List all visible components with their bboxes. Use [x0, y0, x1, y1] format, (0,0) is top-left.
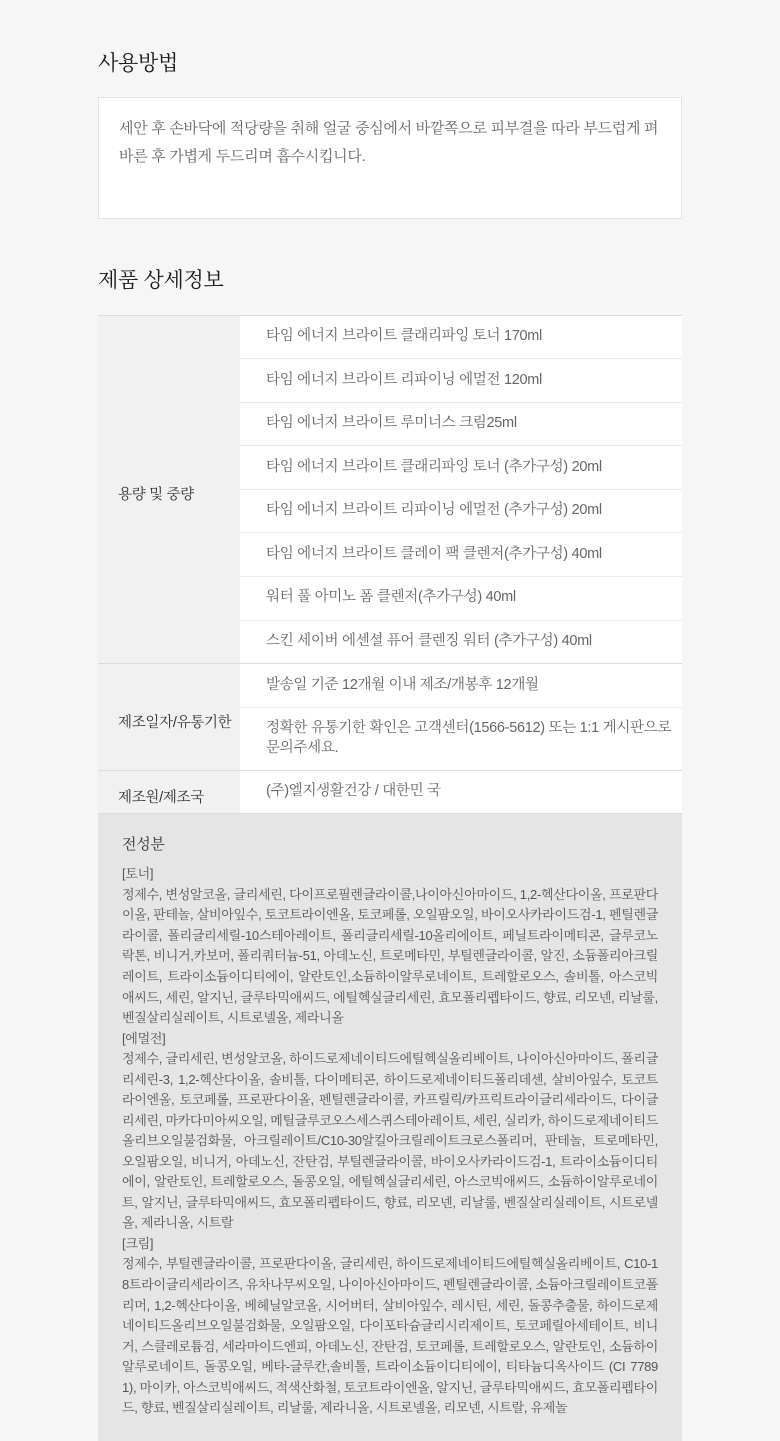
spec-label-volume: 용량 및 중량	[98, 315, 240, 664]
table-row	[98, 664, 682, 708]
usage-section-title: 사용방법	[98, 52, 178, 75]
product-spec-table	[98, 315, 682, 815]
ingredients-box	[98, 814, 682, 1440]
table-row	[98, 770, 682, 814]
spec-value: 정확한 유통기한 확인은 고객센터(1566-5612) 또는 1:1 게시판으로 문의주세요.	[240, 707, 682, 770]
ingredients-section-name: [토너]	[122, 866, 154, 882]
usage-instruction-box	[98, 97, 682, 219]
product-detail-content	[98, 0, 682, 1441]
spec-value: 스킨 세이버 에센셜 퓨어 클렌징 워터 (추가구성) 40ml	[240, 620, 682, 664]
ingredients-section-cream	[122, 1234, 658, 1419]
ingredients-section-toner	[122, 864, 658, 1028]
ingredients-section-emulsion	[122, 1029, 658, 1234]
spec-value: 타임 에너지 브라이트 리파이닝 에멀전 (추가구성) 20ml	[240, 489, 682, 533]
ingredients-section-text: 정제수, 글리세린, 변성알코올, 하이드로제네이티드에틸헥실올리베이트, 나이아신아마이드, 폴리글리세린-3, 1,2-헥산다이올, 솔비톨, 다이메티콘, 하이드로제네이티드폴리데센, 살비아잎수, 토코트라이엔올, 토코페롤, 프로판다이올, 펜틸렌글라이콜, 카프릴릭/카프릭트라이글리세라이드, 다이글리세린, 마카다미아씨오일, 메틸글루코오스세스퀴스테아레이트, 세린, 실리카, 하이드로제네이티드올리브오일불검화물, 아크릴레이트/C10-30알킬아크릴레이트크로스폴리머, 판테놀, 트로메타민, 오일팜오일, 비니거, 아데노신, 잔탄검, 부틸렌글라이콜, 바이오사카라이드검-1, 트라이소듐이디티에이, 알란토인, 트레할로오스, 돌콩오일, 에틸헥실글리세린, 아스코빅애씨드, 소듐하이알루로네이트, 알지닌, 글루타믹애씨드, 효모폴리펩타이드, 향료, 리모넨, 리날룰, 벤질살리실레이트, 시트로넬올, 제라니올, 시트랄	[122, 1051, 658, 1231]
ingredients-section-name: [크림]	[122, 1235, 154, 1251]
spec-value: 워터 풀 아미노 폼 클렌저(추가구성) 40ml	[240, 576, 682, 620]
detail-section-title: 제품 상세정보	[98, 269, 224, 293]
table-row	[98, 315, 682, 359]
ingredients-section-text: 정제수, 부틸렌글라이콜, 프로판다이올, 글리세린, 하이드로제네이티드에틸헥실올리베이트, C10-18트라이글리세라이즈, 유차나무씨오일, 나이아신아마이드, 펜틸렌글라이콜, 소듐아크릴레이트코폴리머, 1,2-헥산다이올, 베헤닐알코올, 시어버터, 살비아잎수, 레시틴, 세린, 돌콩추출물, 하이드로제네이티드올리브오일불검화물, 오일팜오일, 다이포타슘글리시리제이트, 토코페릴아세테이트, 비니거, 스클레로튬검, 세라마이드엔피, 아데노신, 잔탄검, 토코페롤, 트레할로오스, 알란토인, 소듐하이 알루로네이트, 돌콩오일, 베타-글루칸,솔비톨, 트라이소듐이디티에이, 티타늄디옥사이드 (CI 77891), 마이카, 아스코빅애씨드, 적색산화철, 토코트라이엔올, 알지닌, 글루타믹애씨드, 효모폴리펩타이드, 향료, 벤질살리실레이트, 리날룰, 제라니올, 시트로넬올, 리모넨, 시트랄, 유제놀	[122, 1256, 659, 1416]
ingredients-title: 전성분	[122, 836, 165, 854]
spec-label-manufacturer: 제조원/제조국	[98, 770, 240, 814]
spec-value: 타임 에너지 브라이트 클래리파잉 토너 (추가구성) 20ml	[240, 446, 682, 490]
usage-instruction-text: 세안 후 손바닥에 적당량을 취해 얼굴 중심에서 바깥쪽으로 피부결을 따라 부드럽게 펴 바른 후 가볍게 두드리며 흡수시킵니다.	[119, 120, 659, 166]
spec-value: (주)엘지생활건강 / 대한민 국	[240, 770, 682, 814]
spec-value: 타임 에너지 브라이트 클레이 팩 클렌저(추가구성) 40ml	[240, 533, 682, 577]
ingredients-section-text: 정제수, 변성알코올, 글리세린, 다이프로필렌글라이콜,나이아신아마이드, 1,2-헥산다이올, 프로판다이올, 판테놀, 살비아잎수, 토코트라이엔올, 토코페롤, 오일팜오일, 바이오사카라이드검-1, 펜틸렌글라이콜, 폴리글리세릴-10스테아레이트, 폴리글리세릴-10올리에이트, 페닐트라이메티콘, 글루코노락톤, 비니거,카보머, 폴리쿼터늄-51, 아데노신, 트로메타민, 부틸렌글라이콜, 알진, 소듐폴리아크릴레이트, 트라이소듐이디티에이, 알란토인,소듐하이알루로네이트, 트레할로오스, 솔비톨, 아스코빅애씨드, 세린, 알지닌, 글루타믹애씨드, 에틸헥실글리세린, 효모폴리펩타이드, 향료, 리모넨, 리날룰, 벤질살리실레이트, 시트로넬올, 제라니올	[122, 886, 658, 1026]
ingredients-section-name: [에멀전]	[122, 1030, 166, 1046]
spec-value: 발송일 기준 12개월 이내 제조/개봉후 12개월	[240, 664, 682, 708]
spec-label-manufacture-date: 제조일자/유통기한	[98, 664, 240, 771]
spec-value: 타임 에너지 브라이트 클래리파잉 토너 170ml	[240, 315, 682, 359]
spec-value: 타임 에너지 브라이트 루미너스 크림25ml	[240, 402, 682, 446]
spec-value: 타임 에너지 브라이트 리파이닝 에멀전 120ml	[240, 359, 682, 403]
